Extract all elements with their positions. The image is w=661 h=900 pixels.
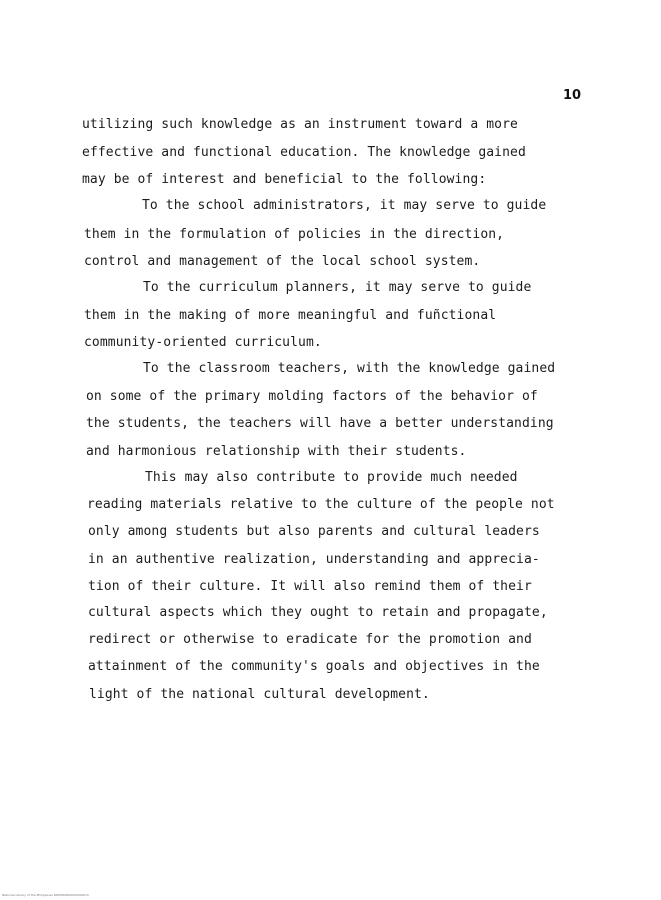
body-line-17: in an authentive realization, understanding and apprecia- bbox=[88, 552, 540, 567]
body-line-20: redirect or otherwise to eradicate for the promotion and bbox=[88, 632, 532, 647]
body-line-11: on some of the primary molding factors of the behavior of bbox=[86, 389, 538, 404]
body-line-6: control and management of the local school system. bbox=[84, 254, 481, 269]
body-line-5: them in the formulation of policies in the direction, bbox=[84, 227, 505, 242]
body-line-22: light of the national cultural development. bbox=[89, 687, 430, 702]
body-line-9: community-oriented curriculum. bbox=[84, 335, 322, 350]
body-line-18: tion of their culture. It will also remind them of their bbox=[88, 579, 532, 594]
archive-footer-caption: National Library of the Philippines ROM0000000000000 lll bbox=[2, 893, 90, 897]
body-line-16: only among students but also parents and cultural leaders bbox=[88, 524, 540, 539]
body-line-13: and harmonious relationship with their students. bbox=[86, 444, 467, 459]
body-line-3: may be of interest and beneficial to the following: bbox=[82, 172, 487, 187]
body-line-15: reading materials relative to the culture of the people not bbox=[87, 497, 555, 512]
body-line-8: them in the making of more meaningful and fuñctional bbox=[84, 308, 497, 323]
body-line-7: To the curriculum planners, it may serve to guide bbox=[143, 280, 532, 295]
body-line-12: the students, the teachers will have a better understanding bbox=[86, 416, 554, 431]
body-line-14: This may also contribute to provide much needed bbox=[145, 470, 518, 485]
body-line-2: effective and functional education. The knowledge gained bbox=[82, 145, 526, 160]
body-line-1: utilizing such knowledge as an instrument toward a more bbox=[82, 117, 518, 132]
body-line-19: cultural aspects which they ought to retain and propagate, bbox=[88, 605, 548, 620]
body-line-10: To the classroom teachers, with the knowledge gained bbox=[143, 361, 556, 376]
body-line-21: attainment of the community's goals and objectives in the bbox=[88, 659, 540, 674]
body-line-4: To the school administrators, it may serve to guide bbox=[142, 198, 547, 213]
page-number: 10 bbox=[563, 88, 582, 103]
